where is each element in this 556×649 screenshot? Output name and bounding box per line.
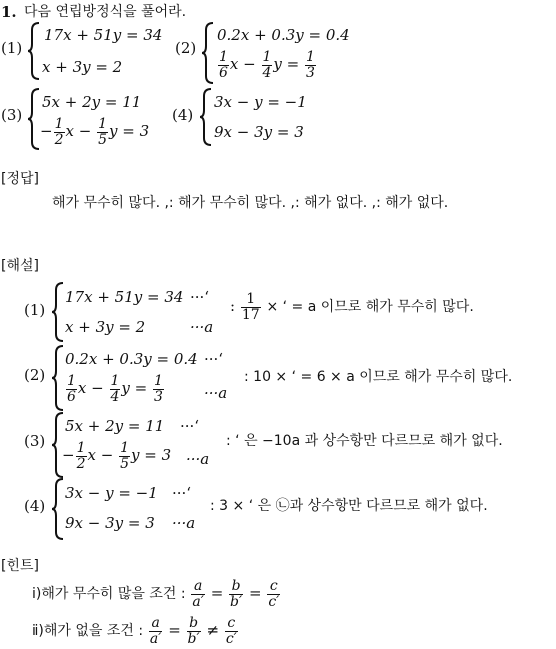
frac-den: b′ (187, 630, 200, 647)
frac-den: 2 (54, 131, 64, 148)
frac-den: b′ (230, 593, 243, 610)
frac-den: 2 (76, 455, 86, 472)
eq-text: y = 3 (109, 122, 150, 141)
hint-line-1 (32, 579, 281, 609)
eq-text: − (40, 122, 53, 141)
brace-icon (27, 22, 41, 80)
expl-2-eq1: 0.2x + 0.3y = 0.4 (65, 350, 198, 368)
problem-1-eq2: x + 3y = 2 (42, 58, 123, 76)
brace-icon (199, 88, 213, 146)
problem-item-label-3: (3) (1, 106, 23, 124)
brace-icon (51, 478, 65, 540)
brace-icon (51, 282, 65, 342)
hint-line-2 (32, 616, 239, 646)
frac-num: 1 (154, 373, 163, 389)
expl-label-2: (2) (24, 366, 46, 384)
eq-text: y = 3 (131, 446, 172, 465)
expl-label-3: (3) (24, 432, 46, 450)
frac-num: c (267, 579, 280, 595)
expl-label-1: (1) (24, 301, 46, 319)
hint-label-1: ⅰ)해가 무수히 많을 조건 : (32, 586, 186, 603)
frac-num: 1 (219, 49, 228, 65)
eq-sign: = (168, 621, 181, 640)
explanation-header: [해설] (1, 258, 39, 274)
eq-sign: = (248, 584, 262, 603)
frac-num: b (187, 616, 201, 632)
problem-4-eq1: 3x − y = −1 (214, 93, 307, 111)
frac-num: 1 (67, 373, 76, 389)
eq-text: − (62, 446, 75, 465)
frac-den: a′ (149, 630, 162, 647)
problem-3-eq1: 5x + 2y = 11 (42, 93, 142, 111)
hint-label-2: ⅱ)해가 없을 조건 : (32, 623, 144, 640)
expl-2-text: : 10 × ‘ = 6 × a 이므로 해가 무수히 많다. (244, 369, 513, 385)
answer-header: [정답] (1, 171, 39, 187)
frac-den: 4 (262, 64, 272, 81)
eq-text: y = (273, 55, 300, 74)
frac-num: 1 (76, 440, 86, 456)
expl-3-text: : ‘ 은 −10a 과 상수항만 다르므로 해가 없다. (226, 433, 503, 449)
brace-icon (27, 88, 41, 150)
problem-4-eq2: 9x − 3y = 3 (214, 123, 304, 141)
expl-1-eq1: 17x + 51y = 34 (65, 288, 184, 306)
problem-1-eq1: 17x + 51y = 34 (44, 26, 163, 44)
expl-1-mark2: ···a (190, 318, 214, 336)
frac-num: 1 (98, 116, 107, 132)
frac-num: 1 (306, 49, 315, 65)
brace-icon (201, 22, 215, 84)
eq-sign: = (210, 584, 224, 603)
neq-sign: ≠ (206, 621, 220, 640)
frac-num: 1 (262, 49, 272, 65)
eq-text: x − (87, 446, 114, 465)
frac-den: 5 (120, 455, 129, 472)
expl-3-mark1: ···‘ (180, 417, 200, 435)
problem-2-eq2 (217, 50, 317, 80)
expl-text: × ‘ = a 이므로 해가 무수히 많다. (266, 299, 474, 316)
eq-text: x − (229, 55, 256, 74)
expl-4-eq1: 3x − y = −1 (65, 484, 158, 502)
frac-num: b (229, 579, 243, 595)
expl-3-eq2 (62, 441, 171, 471)
eq-text: y = (121, 379, 148, 398)
problem-item-label-2: (2) (175, 39, 197, 57)
frac-num: a (149, 616, 163, 632)
expl-2-mark2: ···a (204, 384, 228, 402)
problem-item-label-1: (1) (1, 39, 23, 57)
problem-3-eq2 (40, 117, 149, 147)
frac-num: a (191, 579, 205, 595)
frac-den: 17 (241, 306, 260, 323)
frac-den: c′ (268, 593, 280, 610)
frac-num: 1 (110, 373, 120, 389)
problem-item-label-4: (4) (172, 106, 194, 124)
expl-4-text: : 3 × ‘ 은 ㉡과 상수항만 다르므로 해가 없다. (210, 498, 488, 514)
frac-num: 1 (241, 292, 261, 308)
eq-text: x − (65, 122, 92, 141)
expl-3-mark2: ···a (186, 450, 210, 468)
expl-label-4: (4) (24, 497, 46, 515)
expl-2-eq2 (65, 374, 165, 404)
problem-number: 1. (1, 3, 17, 21)
eq-text: x − (77, 379, 104, 398)
problem-2-eq1: 0.2x + 0.3y = 0.4 (217, 26, 350, 44)
expl-2-mark1: ···‘ (204, 350, 224, 368)
frac-den: c′ (225, 630, 237, 647)
frac-num: 1 (54, 116, 64, 132)
expl-4-mark1: ···‘ (172, 484, 192, 502)
expl-4-mark2: ···a (172, 514, 196, 532)
problem-instruction: 다음 연립방정식을 풀어라. (24, 4, 187, 20)
answer-text: 해가 무수히 많다. ,: 해가 무수히 많다. ,: 해가 없다. ,: 해가 없다. (52, 195, 449, 211)
expl-1-mark1: ···‘ (190, 288, 210, 306)
frac-den: 3 (154, 388, 163, 405)
frac-den: 6 (219, 64, 228, 81)
expl-3-eq1: 5x + 2y = 11 (65, 417, 165, 435)
frac-num: 1 (120, 440, 129, 456)
frac-num: c (225, 616, 238, 632)
frac-den: 5 (98, 131, 107, 148)
expl-text: : (230, 297, 236, 316)
brace-icon (51, 345, 65, 411)
frac-den: a′ (192, 593, 204, 610)
expl-1-eq2: x + 3y = 2 (65, 318, 146, 336)
expl-4-eq2: 9x − 3y = 3 (65, 514, 155, 532)
hint-header: [힌트] (1, 558, 39, 574)
frac-den: 3 (306, 64, 315, 81)
frac-den: 6 (67, 388, 76, 405)
frac-den: 4 (110, 388, 120, 405)
expl-1-text (230, 292, 474, 322)
